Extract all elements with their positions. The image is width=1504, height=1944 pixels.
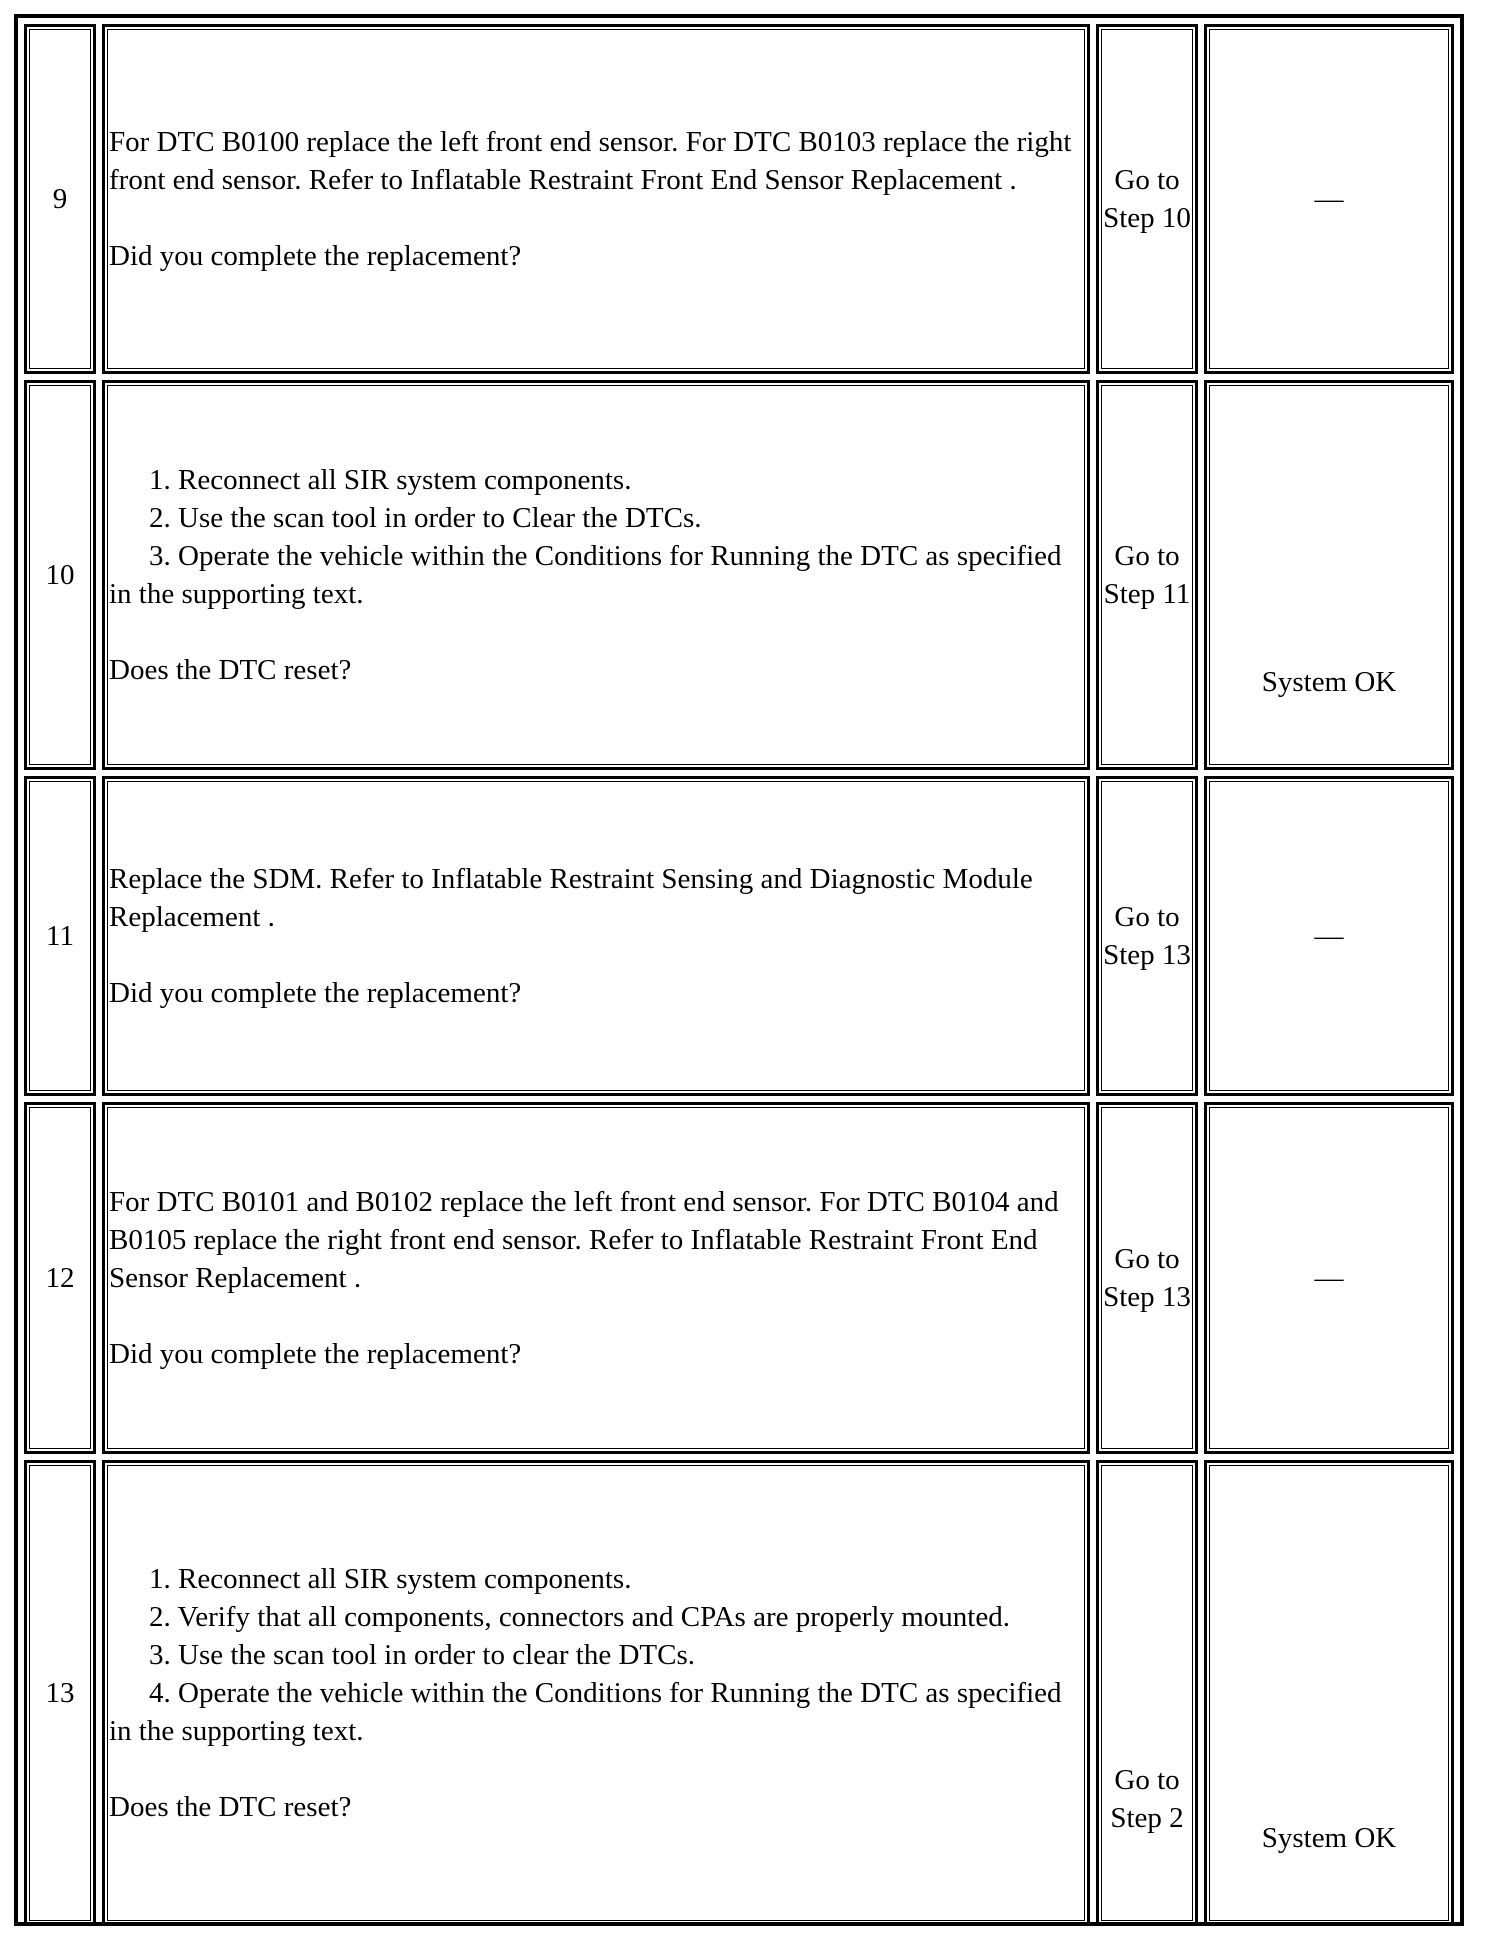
yes-result: Go to Step 13 xyxy=(1096,1102,1198,1454)
action-cell xyxy=(102,380,1090,770)
step-number: 9 xyxy=(24,24,96,374)
list-item: 2. Verify that all components, connectors and CPAs are properly mounted. xyxy=(149,1601,1010,1633)
table-row xyxy=(24,1460,1454,1926)
no-result: System OK xyxy=(1204,1460,1454,1926)
action-cell xyxy=(102,1460,1090,1926)
yes-result: Go to Step 2 xyxy=(1096,1460,1198,1926)
yes-result: Go to Step 10 xyxy=(1096,24,1198,374)
action-cell xyxy=(102,1102,1090,1454)
action-question: Did you complete the replacement? xyxy=(109,977,522,1009)
no-result: System OK xyxy=(1204,380,1454,770)
no-result: — xyxy=(1204,1102,1454,1454)
list-item: 1. Reconnect all SIR system components. xyxy=(149,1563,632,1595)
action-question: Did you complete the replacement? xyxy=(109,1338,522,1370)
step-number: 10 xyxy=(24,380,96,770)
step-number: 13 xyxy=(24,1460,96,1926)
list-item: 3. Operate the vehicle within the Conditions for Running the DTC as specified in the supporting text. xyxy=(109,540,1062,610)
action-text: For DTC B0101 and B0102 replace the left front end sensor. For DTC B0104 and B0105 replace the right front end sensor. Refer to Inflatable Restraint Front End Sensor Replacement . xyxy=(109,1186,1059,1294)
no-result: — xyxy=(1204,776,1454,1096)
action-text: For DTC B0100 replace the left front end sensor. For DTC B0103 replace the right front end sensor. Refer to Inflatable Restraint Front End Sensor Replacement . xyxy=(109,126,1072,196)
action-cell xyxy=(102,24,1090,374)
table-row xyxy=(24,24,1454,374)
step-number: 11 xyxy=(24,776,96,1096)
action-question: Did you complete the replacement? xyxy=(109,240,522,272)
action-cell xyxy=(102,776,1090,1096)
action-text: Replace the SDM. Refer to Inflatable Restraint Sensing and Diagnostic Module Replacement . xyxy=(109,863,1033,933)
list-item: 4. Operate the vehicle within the Conditions for Running the DTC as specified in the supporting text. xyxy=(109,1677,1062,1747)
yes-result: Go to Step 13 xyxy=(1096,776,1198,1096)
diagnostic-steps-table xyxy=(18,18,1460,1932)
list-item: 2. Use the scan tool in order to Clear the DTCs. xyxy=(149,502,702,534)
list-item: 3. Use the scan tool in order to clear the DTCs. xyxy=(149,1639,696,1671)
step-number: 12 xyxy=(24,1102,96,1454)
table-row xyxy=(24,1102,1454,1454)
action-question: Does the DTC reset? xyxy=(109,654,352,686)
action-question: Does the DTC reset? xyxy=(109,1791,352,1823)
yes-result: Go to Step 11 xyxy=(1096,380,1198,770)
table-row xyxy=(24,776,1454,1096)
no-result: — xyxy=(1204,24,1454,374)
list-item: 1. Reconnect all SIR system components. xyxy=(149,464,632,496)
table-row xyxy=(24,380,1454,770)
